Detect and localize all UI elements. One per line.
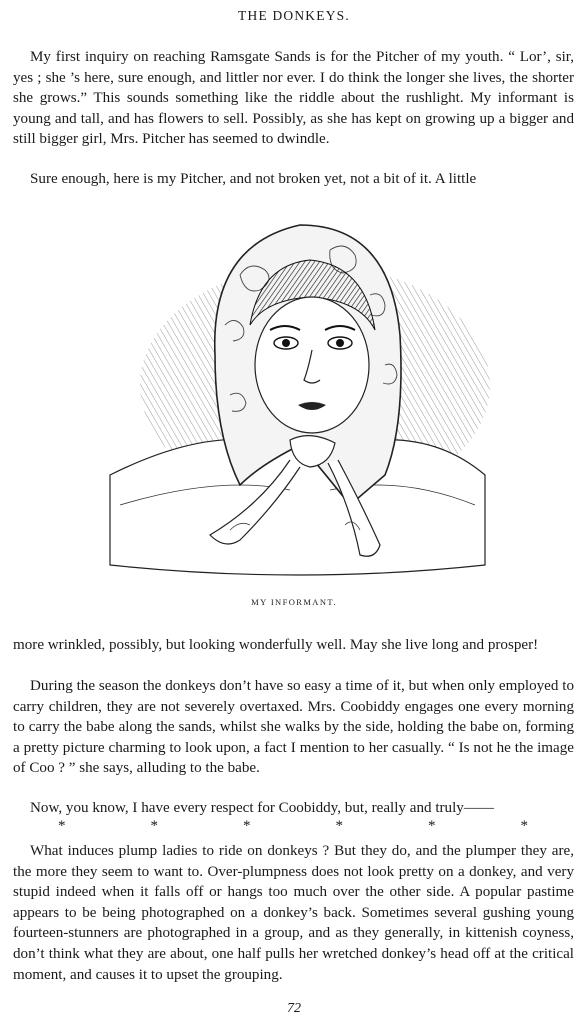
separator-star: * [335,818,343,834]
section-separator [58,818,528,835]
separator-star: * [58,818,66,834]
paragraph-3: more wrinkled, possibly, but looking wonderfully well. May she live long and prosper! [13,637,539,653]
informant-illustration [100,205,490,585]
separator-star: * [428,818,436,834]
paragraph-6: What induces plump ladies to ride on donkeys ? But they do, and the plumper they are, the more they seem to want to. Over-plumpness does not look pretty on a donkey, and very stupid indeed when it falls off or hangs too much over the other side. A popular pastime appears to be being photographed on a donkey’s back. Sometimes several gushing young fourteen-stunners are photographed in a group, and as they generally, in kittenish coyness, don’t think what they are about, one half pulls her wretched donkey’s head off at the critical moment, and causes it to upset the grouping. [13,843,574,983]
page-number: 72 [287,1001,301,1016]
paragraph-5: Now, you know, I have every respect for Coobiddy, but, really and truly—— [30,800,495,816]
paragraph-4: During the season the donkeys don’t have so easy a time of it, but when only employed to carry children, they are not severely overtaxed. Mrs. Coobiddy engages one every morning to carry the babe along the sands, whilst she walks by the side, holding the babe on, forming a pretty picture charming to look upon, a fact I mention to her casually. “ Is not he the image of Coo ? ” she says, alluding to the babe. [13,678,574,777]
paragraph-2: Sure enough, here is my Pitcher, and not broken yet, not a bit of it. A little [30,171,477,187]
face [255,297,369,433]
separator-star: * [150,818,158,834]
figure-caption: MY INFORMANT. [251,597,337,607]
separator-star: * [520,818,528,834]
page-title: THE DONKEYS. [238,8,350,23]
separator-star: * [243,818,251,834]
paragraph-1: My first inquiry on reaching Ramsgate Sands is for the Pitcher of my youth. “ Lor’, sir, yes ; she ’s here, sure enough, and littler nor ever. I do think the longer she lives, the shorter she grows.” This sounds something like the riddle about the rushlight. My informant is young and tall, and has flowers to sell. Possibly, as she has kept on growing up a bigger and still bigger girl, Mrs. Pitcher has seemed to dwindle. [13,49,574,148]
